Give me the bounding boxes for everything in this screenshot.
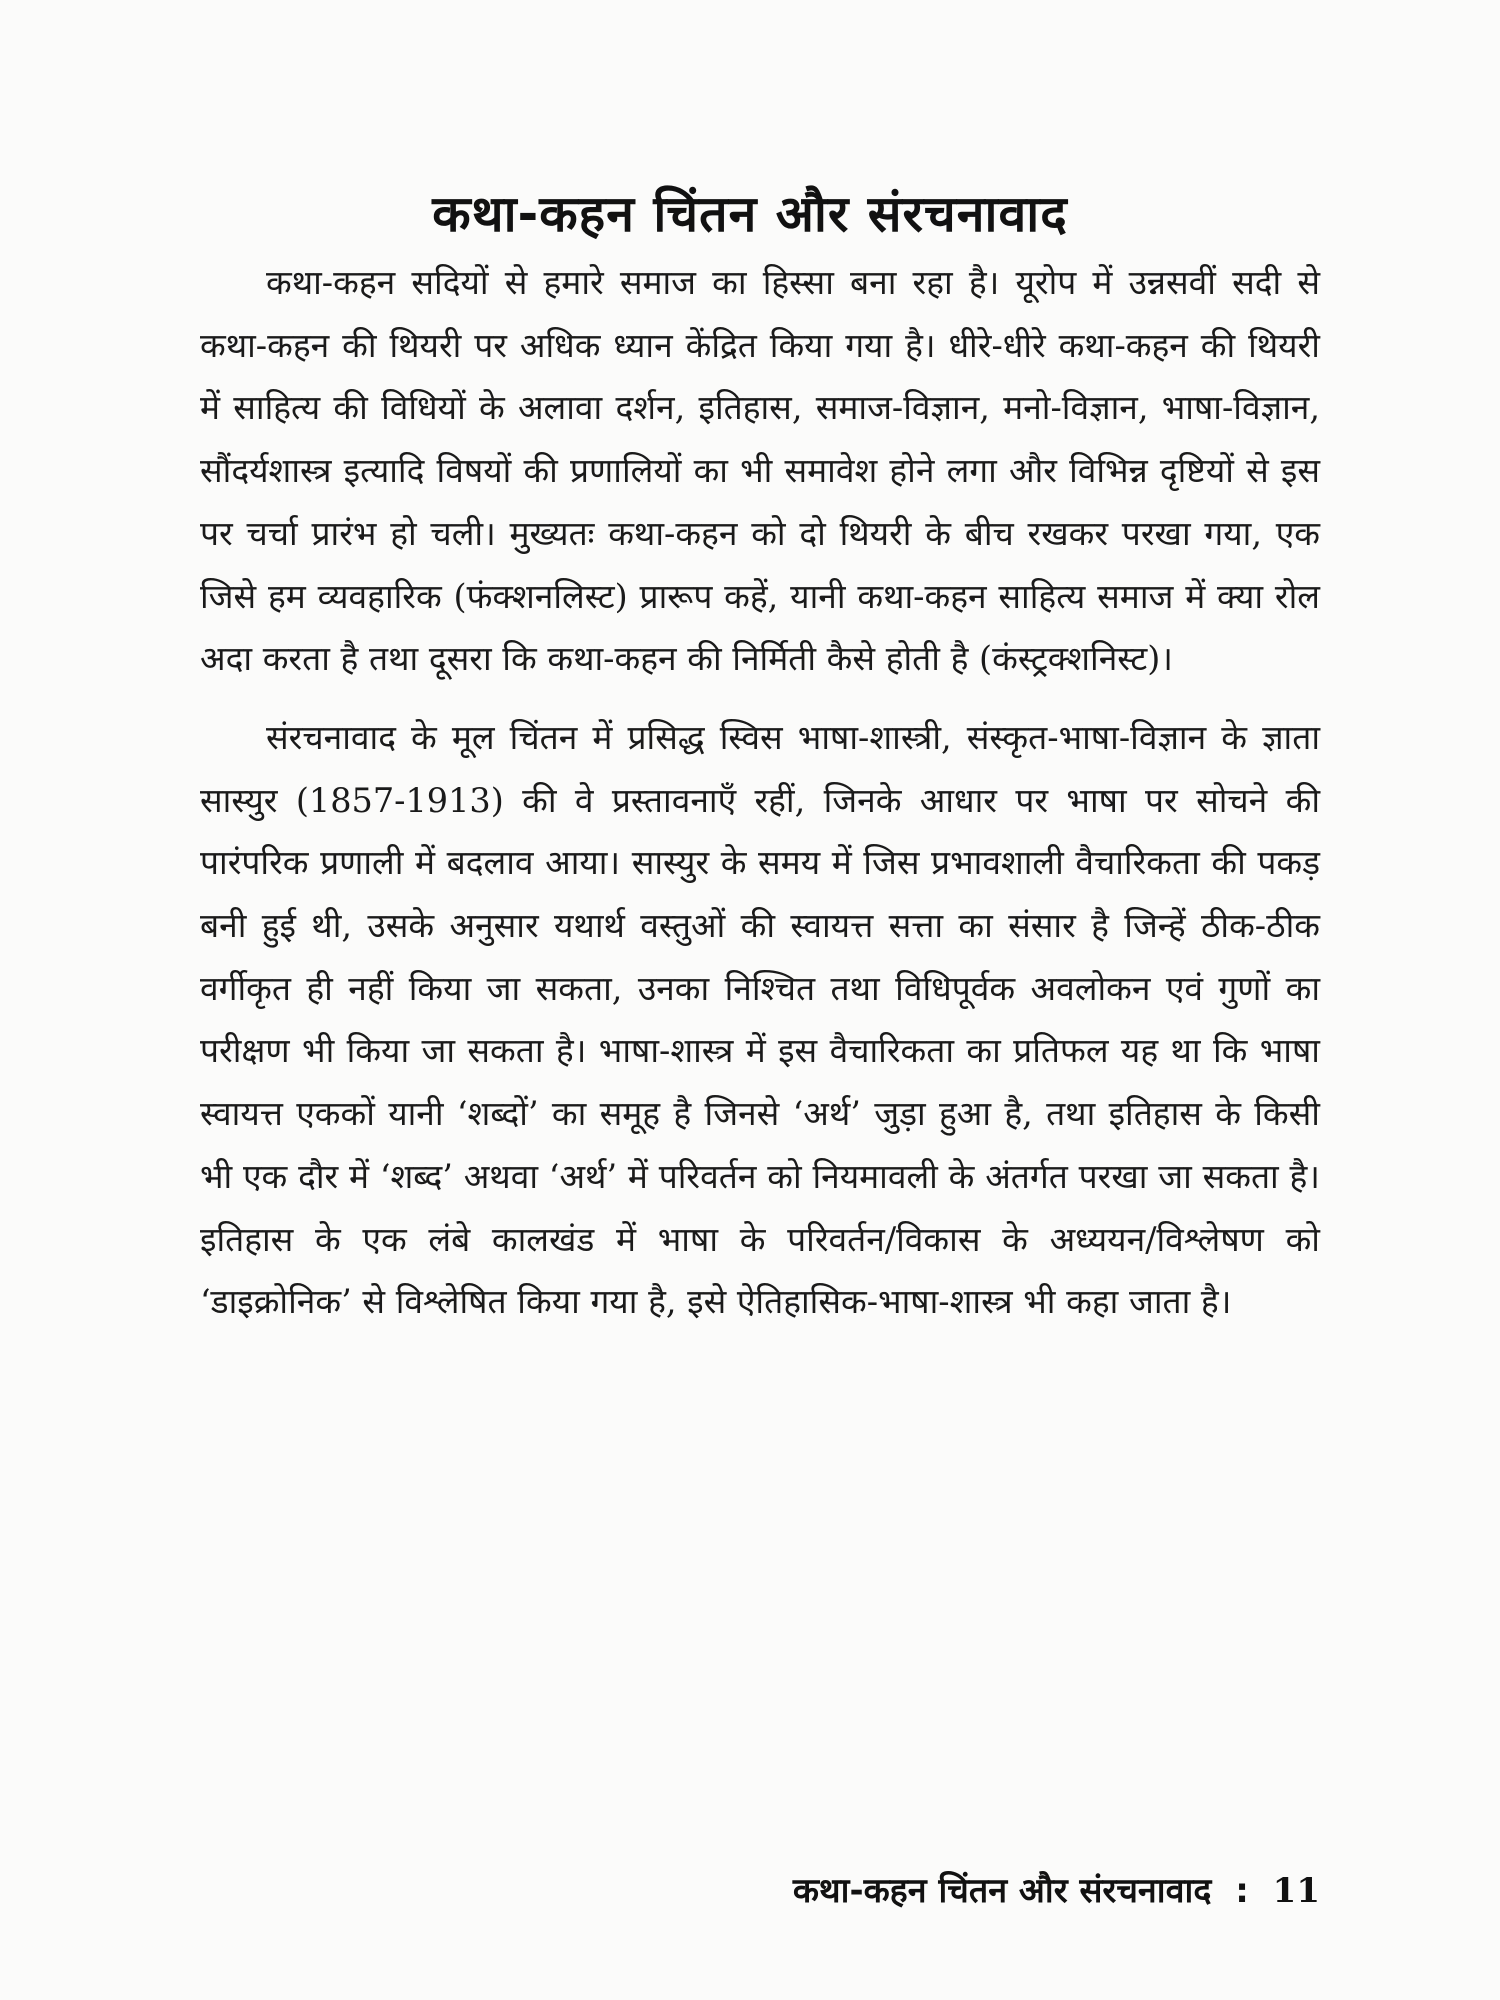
footer-separator: : [1235,1871,1249,1911]
chapter-title: कथा-कहन चिंतन और संरचनावाद [432,184,1068,243]
paragraph-1: कथा-कहन सदियों से हमारे समाज का हिस्सा बना रहा है। यूरोप में उन्नसवीं सदी से कथा-कहन की थियरी पर अधिक ध्यान केंद्रित किया गया है। धीरे-धीरे कथा-कहन की थियरी में साहित्य की विधियों के अलावा दर्शन, इतिहास, समाज-विज्ञान, मनो-विज्ञान, भाषा-विज्ञान, सौंदर्यशास्त्र इत्यादि विषयों की प्रणालियों का भी समावेश होने लगा और विभिन्न दृष्टियों से इस पर चर्चा प्रारंभ हो चली। मुख्यतः कथा-कहन को दो थियरी के बीच रखकर परखा गया, एक जिसे हम व्यवहारिक (फंक्शनलिस्ट) प्रारूप कहें, यानी कथा-कहन साहित्य समाज में क्या रोल अदा करता है तथा दूसरा कि कथा-कहन की निर्मिती कैसे होती है (कंस्ट्रक्शनिस्ट)। [200,263,1320,679]
running-title: कथा-कहन चिंतन और संरचनावाद [792,1871,1212,1911]
body-text [200,252,1320,1334]
paragraph-2: संरचनावाद के मूल चिंतन में प्रसिद्ध स्विस भाषा-शास्त्री, संस्कृत-भाषा-विज्ञान के ज्ञाता सास्युर (1857-1913) की वे प्रस्तावनाएँ रहीं, जिनके आधार पर भाषा पर सोचने की पारंपरिक प्रणाली में बदलाव आया। सास्युर के समय में जिस प्रभावशाली वैचारिकता की पकड़ बनी हुई थी, उसके अनुसार यथार्थ वस्तुओं की स्वायत्त सत्ता का संसार है जिन्हें ठीक-ठीक वर्गीकृत ही नहीं किया जा सकता, उनका निश्चित तथा विधिपूर्वक अवलोकन एवं गुणों का परीक्षण भी किया जा सकता है। भाषा-शास्त्र में इस वैचारिकता का प्रतिफल यह था कि भाषा स्वायत्त एककों यानी ‘शब्दों’ का समूह है जिनसे ‘अर्थ’ जुड़ा हुआ है, तथा इतिहास के किसी भी एक दौर में ‘शब्द’ अथवा ‘अर्थ’ में परिवर्तन को नियमावली के अंतर्गत परखा जा सकता है। इतिहास के एक लंबे कालखंड में भाषा के परिवर्तन/विकास के अध्ययन/विश्लेषण को ‘डाइक्रोनिक’ से विश्लेषित किया गया है, इसे ऐतिहासिक-भाषा-शास्त्र भी कहा जाता है। [200,717,1320,1322]
page-number: 11 [1272,1871,1320,1911]
page-footer [200,1866,1320,1916]
